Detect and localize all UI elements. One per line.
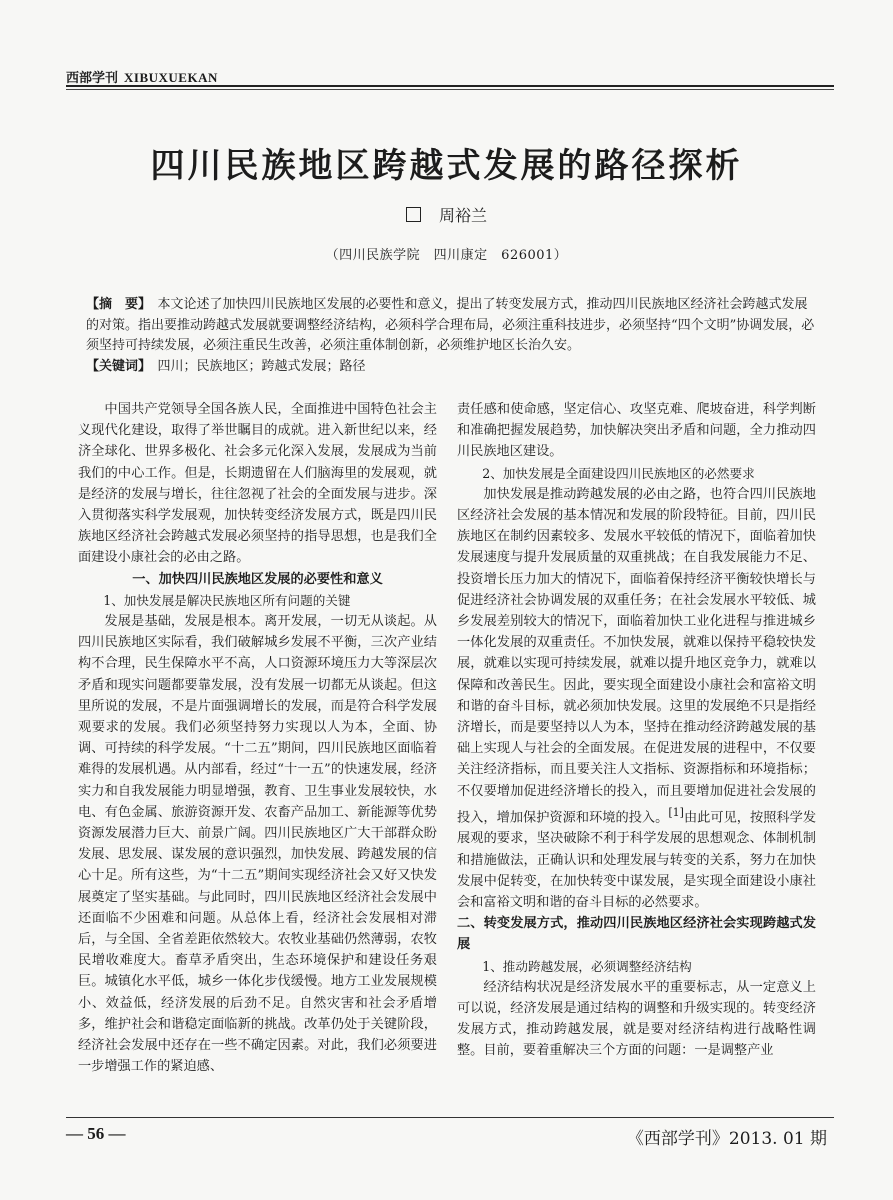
keywords-text: 四川；民族地区；跨越式发展；路径: [157, 358, 366, 374]
paragraph: 中国共产党领导全国各族人民，全面推进中国特色社会主义现代化建设，取得了举世瞩目的成就。进入新世纪以来，经济全球化、世界多极化、社会多元化深入发展，发展成为当前我们的中心工作。但是，长期遗留在人们脑海里的发展观，就是经济的发展与增长，往往忽视了社会的全面发展与进步。深入贯彻落实科学发展观，加快转变经济发展方式，既是四川民族地区经济社会跨越式发展必须坚持的指导思想，也是我们全面建设小康社会的必由之路。: [78, 402, 437, 566]
author-line: [0, 203, 893, 226]
body-column-right: [457, 399, 816, 1062]
article-title: 四川民族地区跨越式发展的路径探析: [150, 146, 743, 186]
body-column-left: [78, 399, 437, 1078]
author-affiliation: （四川民族学院 四川康定 626001）: [325, 248, 568, 263]
abstract-label: 【摘 要】: [86, 297, 145, 312]
subsection-heading: 1、推动跨越发展，必须调整经济结构: [482, 958, 692, 974]
keywords-label: 【关键词】: [86, 358, 145, 374]
section-heading: 一、加快四川民族地区发展的必要性和意义: [132, 571, 383, 587]
running-header: [66, 67, 218, 86]
keywords: [86, 357, 816, 378]
paragraph-text: 加快发展是推动跨越发展的必由之路，也符合四川民族地区经济社会发展的基本情况和发展的阶段特征。目前，四川民族地区在制约因素较多、发展水平较低的情况下，面临着加快发展速度与提升发展质量的双重挑战；在自我发展能力不足、投资增长压力加大的情况下，面临着保持经济平衡较快增长与促进经济社会协调发展的双重任务；在社会发展水平较低、城乡发展差别较大的情况下，面临着加快工业化进程与推进城乡一体化发展的双重责任。不加快发展，就难以保持平稳较快发展，就难以实现可持续发展，就难以提升地区竞争力，就难以保障和改善民生。因此，要实现全面建设小康社会和富裕文明和谐的奋斗目标，就必须加快发展。这里的发展绝不只是指经济增长，而是要坚持以人为本，坚持在推动经济跨越发展的基础上实现人与社会的全面发展。在促进发展的进程中，不仅要关注经济指标，而且要关注人文指标、资源指标和环境指标；不仅要增加促进经济增长的投入，而且要增加促进社会发展的投入，增加保护资源和环境的投入。: [457, 486, 816, 826]
section-heading: 二、转变发展方式，推动四川民族地区经济社会实现跨越式发展: [457, 916, 816, 953]
paragraph: [457, 484, 816, 913]
square-bullet-icon: [406, 207, 421, 222]
author-name: 周裕兰: [438, 206, 487, 225]
header-rule: [66, 85, 834, 87]
abstract-text: 本文论述了加快四川民族地区发展的必要性和意义，提出了转变发展方式，推动四川民族地区经济社会跨越式发展的对策。指出要推动跨越式发展就要调整经济结构，必须科学合理布局，必须注重科技进步，必须坚持“四个文明”协调发展，必须坚持可持续发展，必须注重民生改善，必须注重体制创新，必须维护地区长治久安。: [86, 297, 815, 353]
paragraph: 经济结构状况是经济发展水平的重要标志，从一定意义上可以说，经济发展是通过结构的调整和升级实现的。转变经济发展方式，推动跨越发展，就是要对经济结构进行战略性调整。目前，要着重解决三个方面的问题：一是调整产业: [457, 979, 816, 1059]
journal-name-en: XIBUXUEKAN: [124, 70, 218, 85]
journal-issue: 《西部学刊》2013. 01 期: [626, 1129, 827, 1149]
page-number: — 56 —: [66, 1124, 126, 1143]
footer-rule: [66, 1117, 834, 1118]
paragraph: 发展是基础，发展是根本。离开发展，一切无从谈起。从四川民族地区实际看，我们破解城乡发展不平衡，三次产业结构不合理，民生保障水平不高，人口资源环境压力大等深层次矛盾和现实问题都要靠发展，没有发展一切都无从谈起。但这里所说的发展，不是片面强调增长的发展，而是符合科学发展观要求的发展。我们必须坚持努力实现以人为本，全面、协调、可持续的科学发展。“十二五”期间，四川民族地区面临着难得的发展机遇。从内部看，经过“十一五”的快速发展，经济实力和自我发展能力明显增强，教育、卫生事业发展较快，水电、有色金属、旅游资源开发、农畜产品加工、新能源等优势资源发展潜力巨大、前景广阔。四川民族地区广大干部群众盼发展、思发展、谋发展的意识强烈，加快发展、跨越发展的信心十足。所有这些，为“十二五”期间实现经济社会又好又快发展奠定了坚实基础。与此同时，四川民族地区经济社会发展中还面临不少困难和问题。从总体上看，经济社会发展相对滞后，与全国、全省差距依然较大。农牧业基础仍然薄弱，农牧民增收难度大。畜草矛盾突出，生态环境保护和建设任务艰巨。城镇化水平低，城乡一体化步伐缓慢。地方工业发展规模小、效益低，经济发展的后劲不足。自然灾害和社会矛盾增多，维护社会和谐稳定面临新的挑战。改革仍处于关键阶段，经济社会发展中还存在一些不确定因素。对此，我们必须要进一步增强工作的紧迫感、: [78, 614, 437, 1075]
subsection-heading: 2、加快发展是全面建设四川民族地区的必然要求: [482, 465, 755, 481]
subsection-heading: 1、加快发展是解决民族地区所有问题的关键: [103, 592, 351, 608]
citation-ref: [1]: [668, 805, 684, 819]
abstract-block: [86, 295, 816, 377]
abstract: [86, 295, 816, 357]
journal-name-cn: 西部学刊: [66, 71, 119, 86]
header-rule-thin: [66, 89, 834, 90]
paragraph: 责任感和使命感，坚定信心、攻坚克难、爬坡奋进，科学判断和准确把握发展趋势，加快解决突出矛盾和问题，全力推动四川民族地区建设。: [457, 402, 816, 460]
paragraph-text: 由此可见，按照科学发展观的要求，坚决破除不利于科学发展的思想观念、体制机制和措施做法，正确认识和处理发展与转变的关系，努力在加快发展中促转变，在加快转变中谋发展，是实现全面建设小康社会和富裕文明和谐的奋斗目标的必然要求。: [457, 810, 817, 911]
